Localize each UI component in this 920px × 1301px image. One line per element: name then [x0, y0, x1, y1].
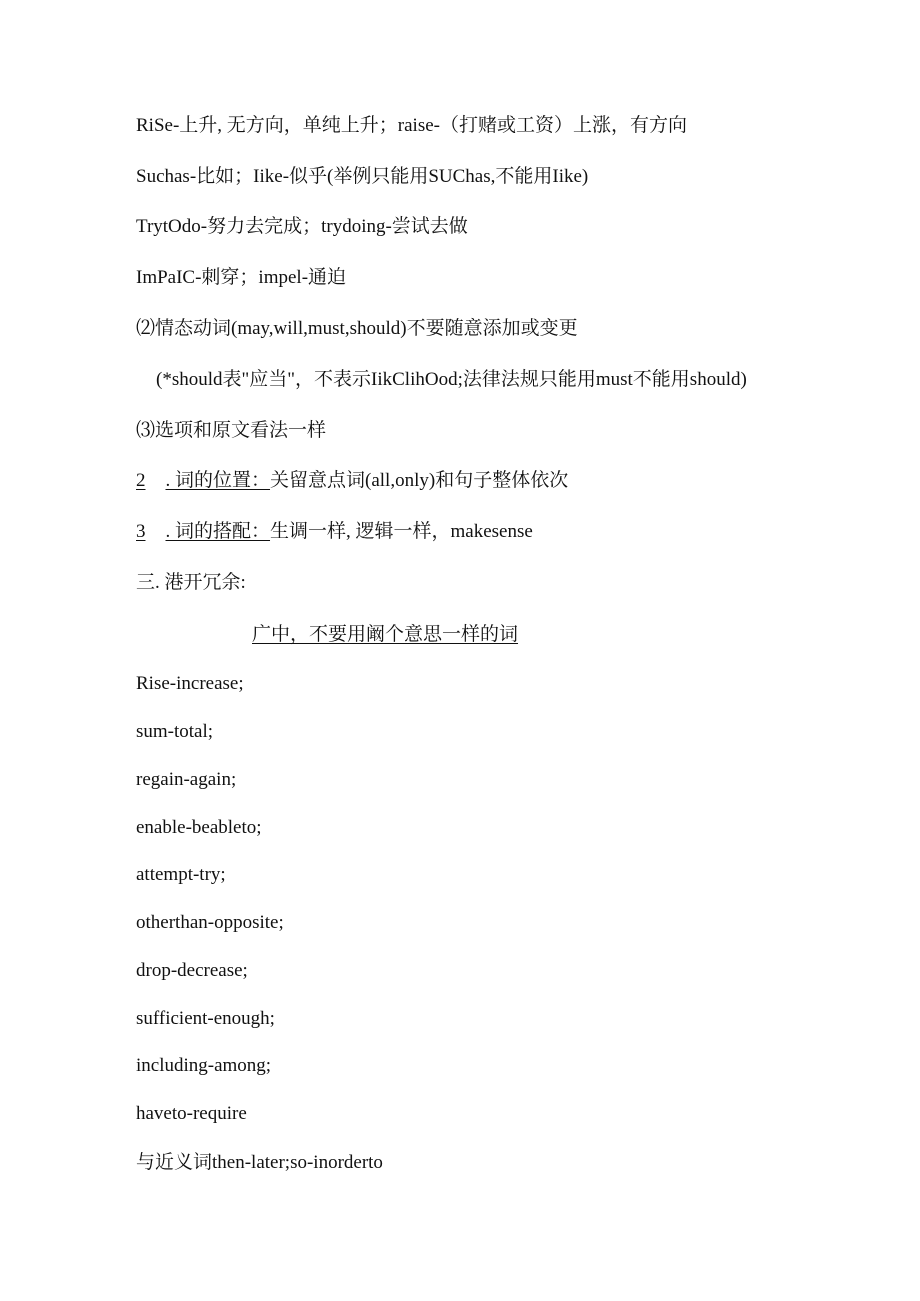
list-item: 与近义词then-later;so-inorderto	[136, 1152, 383, 1173]
list-item: haveto-require	[136, 1103, 247, 1124]
word-position-item	[136, 468, 568, 494]
options-line: ⑶选项和原文看法一样	[136, 420, 327, 441]
word-collocation-item	[136, 519, 533, 545]
trytodo-line: TrytOdo-努力去完成；trydoing-尝试去做	[136, 216, 468, 237]
list-item: Rise-increase;	[136, 673, 244, 694]
list-item: enable-beableto;	[136, 817, 262, 838]
item-number: 2	[136, 470, 146, 491]
list-item: attempt-try;	[136, 864, 226, 885]
list-item: including-among;	[136, 1055, 272, 1076]
list-item: sum-total;	[136, 721, 214, 742]
item-text: 关留意点词(all,only)和句子整体依次	[270, 470, 569, 491]
item-text: 生调一样, 逻辑一样，makesense	[270, 521, 533, 542]
item-label: . 词的搭配：	[165, 521, 271, 542]
should-note-line: (*should表"应当"，不表示IikClihOod;法律法规只能用must不能用should)	[156, 369, 747, 390]
item-number: 3	[136, 521, 146, 542]
section-heading: 三. 港开冗余:	[136, 572, 246, 593]
list-item: regain-again;	[136, 769, 237, 790]
suchas-like-line: Suchas-比如；Iike-似乎(举例只能用SUChas,不能用Iike)	[136, 166, 589, 187]
list-item: otherthan-opposite;	[136, 912, 284, 933]
rise-raise-line: RiSe-上升, 无方向，单纯上升；raise-（打赌或工资）上涨，有方向	[136, 115, 687, 136]
list-item: drop-decrease;	[136, 960, 248, 981]
modal-verbs-line: ⑵情态动词(may,will,must,should)不要随意添加或变更	[136, 318, 578, 339]
item-label: . 词的位置：	[165, 470, 271, 491]
list-item: sufficient-enough;	[136, 1008, 275, 1029]
section-subtitle: 广中，不要用阚个意思一样的词	[252, 624, 519, 645]
impale-impel-line: ImPaIC-刺穿；impel-通迫	[136, 267, 347, 288]
